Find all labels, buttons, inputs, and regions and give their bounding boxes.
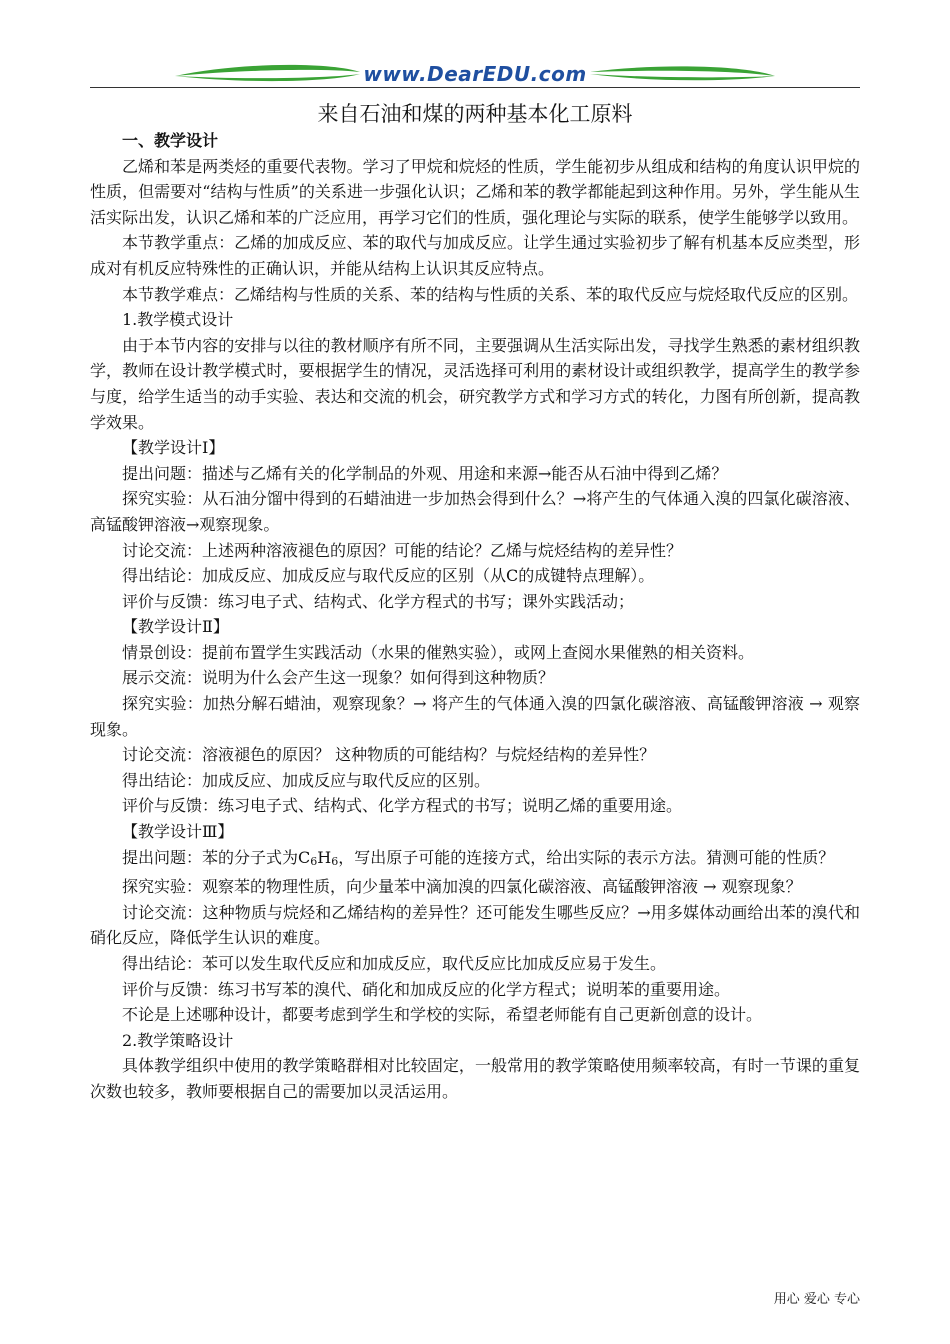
paragraph-difficulties: 本节教学难点：乙烯结构与性质的关系、苯的结构与性质的关系、苯的取代反应与烷烃取代反应的区别。 [122,284,859,304]
design-heading: 【教学设计Ⅱ】 [122,617,229,637]
design-step: 评价与反馈：练习电子式、结构式、化学方程式的书写；说明乙烯的重要用途。 [122,796,683,816]
design-heading: 【教学设计Ⅲ】 [122,822,234,842]
design-step: 评价与反馈：练习电子式、结构式、化学方程式的书写；课外实践活动； [122,591,635,611]
design-step: 探究实验：加热分解石蜡油，观察现象？→ 将产生的气体通入溴的四氯化碳溶液、高锰酸钾溶液 → 观察现象。 [90,694,860,739]
step-text: H [317,847,332,867]
document-body [90,128,860,1105]
design-step: 得出结论：苯可以发生取代反应和加成反应，取代反应比加成反应易于发生。 [122,954,667,973]
step-text: ，写出原子可能的连接方式，给出实际的表示方法。猜测可能的性质？ [338,847,835,867]
design-step: 得出结论：加成反应、加成反应与取代反应的区别。 [122,770,491,790]
design-step: 评价与反馈：练习书写苯的溴代、硝化和加成反应的化学方程式；说明苯的重要用途。 [122,979,731,999]
paragraph-key-points: 本节教学重点：乙烯的加成反应、苯的取代与加成反应。让学生通过实验初步了解有机基本反应类型，形成对有机反应特殊性的正确认识，并能从结构上认识其反应特点。 [90,233,860,278]
design-heading: 【教学设计Ⅰ】 [122,438,225,458]
design-step: 讨论交流：这种物质与烷烃和乙烯结构的差异性？还可能发生哪些反应？→用多媒体动画给出苯的溴代和硝化反应，降低学生认识的难度。 [90,902,860,948]
design-step: 讨论交流：溶液褪色的原因？ 这种物质的可能结构？与烷烃结构的差异性？ [122,745,656,765]
design-step: 得出结论：加成反应、加成反应与取代反应的区别（从C的成键特点理解）。 [122,566,655,586]
design-step: 讨论交流：上述两种溶液褪色的原因？可能的结论？乙烯与烷烃结构的差异性？ [122,540,683,560]
subheading: 2.教学策略设计 [122,1030,234,1050]
design-step [90,845,860,875]
design-step: 探究实验：观察苯的物理性质，向少量苯中滴加溴的四氯化碳溶液、高锰酸钾溶液 → 观察现象？ [122,877,802,897]
paragraph: 乙烯和苯是两类烃的重要代表物。学习了甲烷和烷烃的性质，学生能初步从组成和结构的角度认识甲烷的性质，但需要对“结构与性质”的关系进一步强化认识；乙烯和苯的教学都能起到这种作用。另外，学生能从生活实际出发，认识乙烯和苯的广泛应用，再学习它们的性质，强化理论与实际的联系，使学生能够学以致用。 [90,156,860,227]
design-step: 探究实验：从石油分馏中得到的石蜡油进一步加热会得到什么？→将产生的气体通入溴的四氯化碳溶液、高锰酸钾溶液→观察现象。 [90,489,860,534]
site-header [90,58,860,98]
paragraph: 具体教学组织中使用的教学策略群相对比较固定，一般常用的教学策略使用频率较高，有时一节课的重复次数也较多，教师要根据自己的需要加以灵活运用。 [90,1056,860,1101]
section-heading: 一、教学设计 [122,131,219,150]
footer-slogan: 用心 爱心 专心 [773,1292,860,1307]
header-rule [90,87,860,88]
subscript: 6 [331,854,339,868]
paragraph: 由于本节内容的安排与以往的教材顺序有所不同，主要强调从生活实际出发，寻找学生熟悉的素材组织教学，教师在设计教学模式时，要根据学生的情况，灵活选择可利用的素材设计或组织教学，提高学生的教学参与度，给学生适当的动手实验、表达和交流的机会，研究教学方式和学习方式的转化，力图有所创新，提高教学效果。 [90,335,860,432]
design-step: 提出问题：描述与乙烯有关的化学制品的外观、用途和来源→能否从石油中得到乙烯？ [122,463,728,483]
subheading: 1.教学模式设计 [122,310,234,330]
subscript: 6 [310,854,318,868]
paragraph: 不论是上述哪种设计，都要考虑到学生和学校的实际，希望老师能有自己更新创意的设计。 [122,1005,763,1025]
design-step: 展示交流：说明为什么会产生这一现象？如何得到这种物质？ [122,668,555,688]
step-text: 提出问题：苯的分子式为C [122,847,311,867]
page-title: 来自石油和煤的两种基本化工原料 [317,102,633,126]
design-step: 情景创设：提前布置学生实践活动（水果的催熟实验），或网上查阅水果催熟的相关资料。 [122,642,755,662]
logo-text[interactable]: www.DearEDU.com [363,62,587,86]
